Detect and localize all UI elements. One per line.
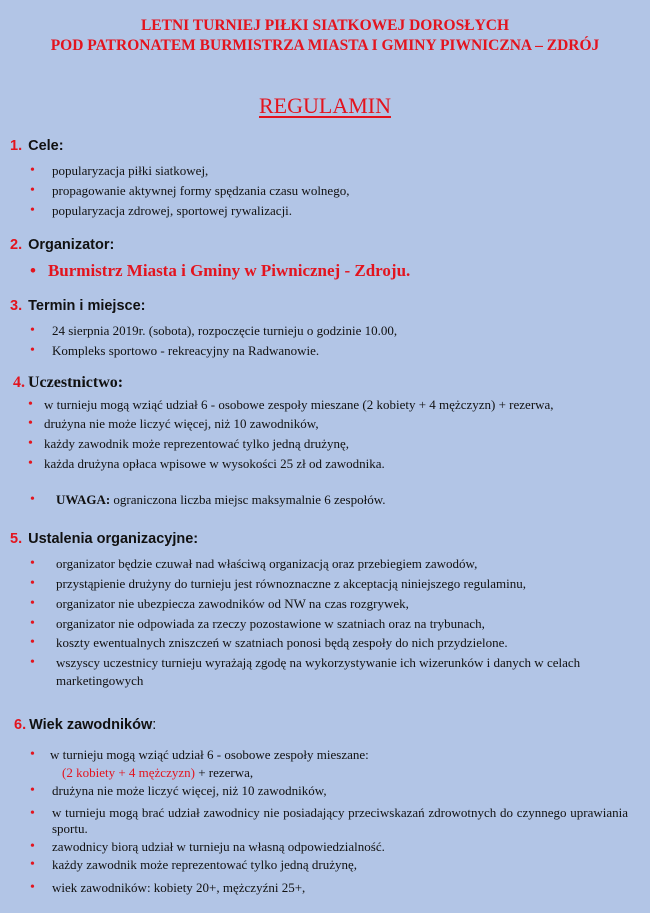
section-title: Termin i miejsce: [28,298,146,314]
list-item: • organizator nie odpowiada za rzeczy pozostawione w szatniach oraz na trybunach, [30,616,485,631]
section-heading-cele [10,137,64,155]
bullet-icon: • [30,343,35,358]
list-item: • każdy zawodnik może reprezentować tylko jedną drużynę, [30,857,358,872]
list-item: • w turnieju mogą wziąć udział 6 - osobowe zespoły mieszane (2 kobiety + 4 mężczyzn) + rezerwa, [28,397,554,412]
bullet-icon: • [30,492,35,507]
bullet-icon: • [30,839,35,854]
section-heading-ustalenia [10,530,198,548]
bullet-icon: • [28,416,33,431]
note-item [30,491,628,509]
bullet-icon: • [28,397,33,412]
bullet-icon: • [30,635,35,650]
section-title: Wiek zawodników [29,717,153,733]
section-number: 3. [10,298,23,314]
section-number: 4. [13,374,25,391]
document-header [0,16,650,56]
section-title: Uczestnictwo: [28,374,124,391]
organizer-item [30,260,410,282]
section-heading-organizator [10,236,114,254]
list-item: • każdy zawodnik może reprezentować tylko jedną drużynę, [28,436,350,451]
list-item: • zawodnicy biorą udział w turnieju na własną odpowiedzialność. [30,839,385,854]
list-item: • organizator nie ubezpiecza zawodników od NW na czas rozgrywek, [30,596,409,611]
section-heading-termin [10,297,145,315]
list-item: • 24 sierpnia 2019r. (sobota), rozpoczęcie turnieju o godzinie 10.00, [30,323,398,338]
list-item: • wiek zawodników: kobiety 20+, mężczyźni 25+, [30,880,306,895]
bullet-icon: • [30,163,35,178]
bullet-icon: • [28,436,33,451]
section-heading-wiek: 6. Wiek zawodników: [14,717,157,733]
list-item: • popularyzacja piłki siatkowej, [30,163,209,178]
list-item: • propagowanie aktywnej formy spędzania czasu wolnego, [30,183,350,198]
section-number: 1. [10,138,23,154]
list-item: • przystąpienie drużyny do turnieju jest równoznaczne z akceptacją niniejszego regulaminu, [30,576,526,591]
bullet-icon: • [30,261,36,280]
note-text: ograniczona liczba miejsc maksymalnie 6 zespołów. [110,492,386,507]
bullet-icon: • [30,655,35,670]
bullet-icon: • [30,806,35,821]
header-line-2: POD PATRONATEM BURMISTRZA MIASTA I GMINY PIWNICZNA – ZDRÓJ [50,37,600,54]
bullet-icon: • [30,203,35,218]
bullet-icon: • [30,857,35,872]
team-composition-note: (2 kobiety + 4 mężczyzn) + rezerwa, [62,765,254,780]
section-number: 5. [10,531,23,547]
list-item: • koszty ewentualnych zniszczeń w szatniach ponosi będą zespoły do nich przydzielone. [30,635,508,650]
section-title: Ustalenia organizacyjne: [28,531,199,547]
bullet-icon: • [28,456,33,471]
section-title: Cele: [28,138,64,154]
list-item: • wszyscy uczestnicy turnieju wyrażają zgodę na wykorzystywanie ich wizerunków i danych w celach marketingowych [30,655,581,688]
list-item: • każda drużyna opłaca wpisowe w wysokości 25 zł od zawodnika. [28,456,385,471]
header-line-1: LETNI TURNIEJ PIŁKI SIATKOWEJ DOROSŁYCH [140,17,510,34]
section-heading-uczestnictwo [13,374,123,392]
bullet-icon: • [30,556,35,571]
bullet-icon: • [30,783,35,798]
bullet-icon: • [30,323,35,338]
bullet-icon: • [30,576,35,591]
list-item: • drużyna nie może liczyć więcej, niż 10 zawodników, [30,783,327,798]
bullet-icon: • [30,616,35,631]
bullet-icon: • [30,183,35,198]
bullet-icon: • [30,880,35,895]
list-item: • w turnieju mogą brać udział zawodnicy nie posiadający przeciwskazań zdrowotnych do czynnego uprawiania sportu. [30,805,628,836]
bullet-icon: • [30,747,35,762]
section-title: Organizator: [28,237,115,253]
list-item: • organizator będzie czuwał nad właściwą organizacją oraz przebiegiem zawodów, [30,556,478,571]
note-label: UWAGA: [56,492,111,507]
list-item: • w turnieju mogą wziąć udział 6 - osobowe zespoły mieszane: [30,747,369,762]
bullet-icon: • [30,596,35,611]
list-item: • Kompleks sportowo - rekreacyjny na Radwanowie. [30,343,320,358]
organizer-name: Burmistrz Miasta i Gminy w Piwnicznej - Zdroju. [47,261,411,280]
section-number: 6. [14,717,27,733]
list-item: • drużyna nie może liczyć więcej, niż 10 zawodników, [28,416,319,431]
list-item: • popularyzacja zdrowej, sportowej rywalizacji. [30,203,293,218]
section-number: 2. [10,237,23,253]
page-title: REGULAMIN [259,93,391,118]
